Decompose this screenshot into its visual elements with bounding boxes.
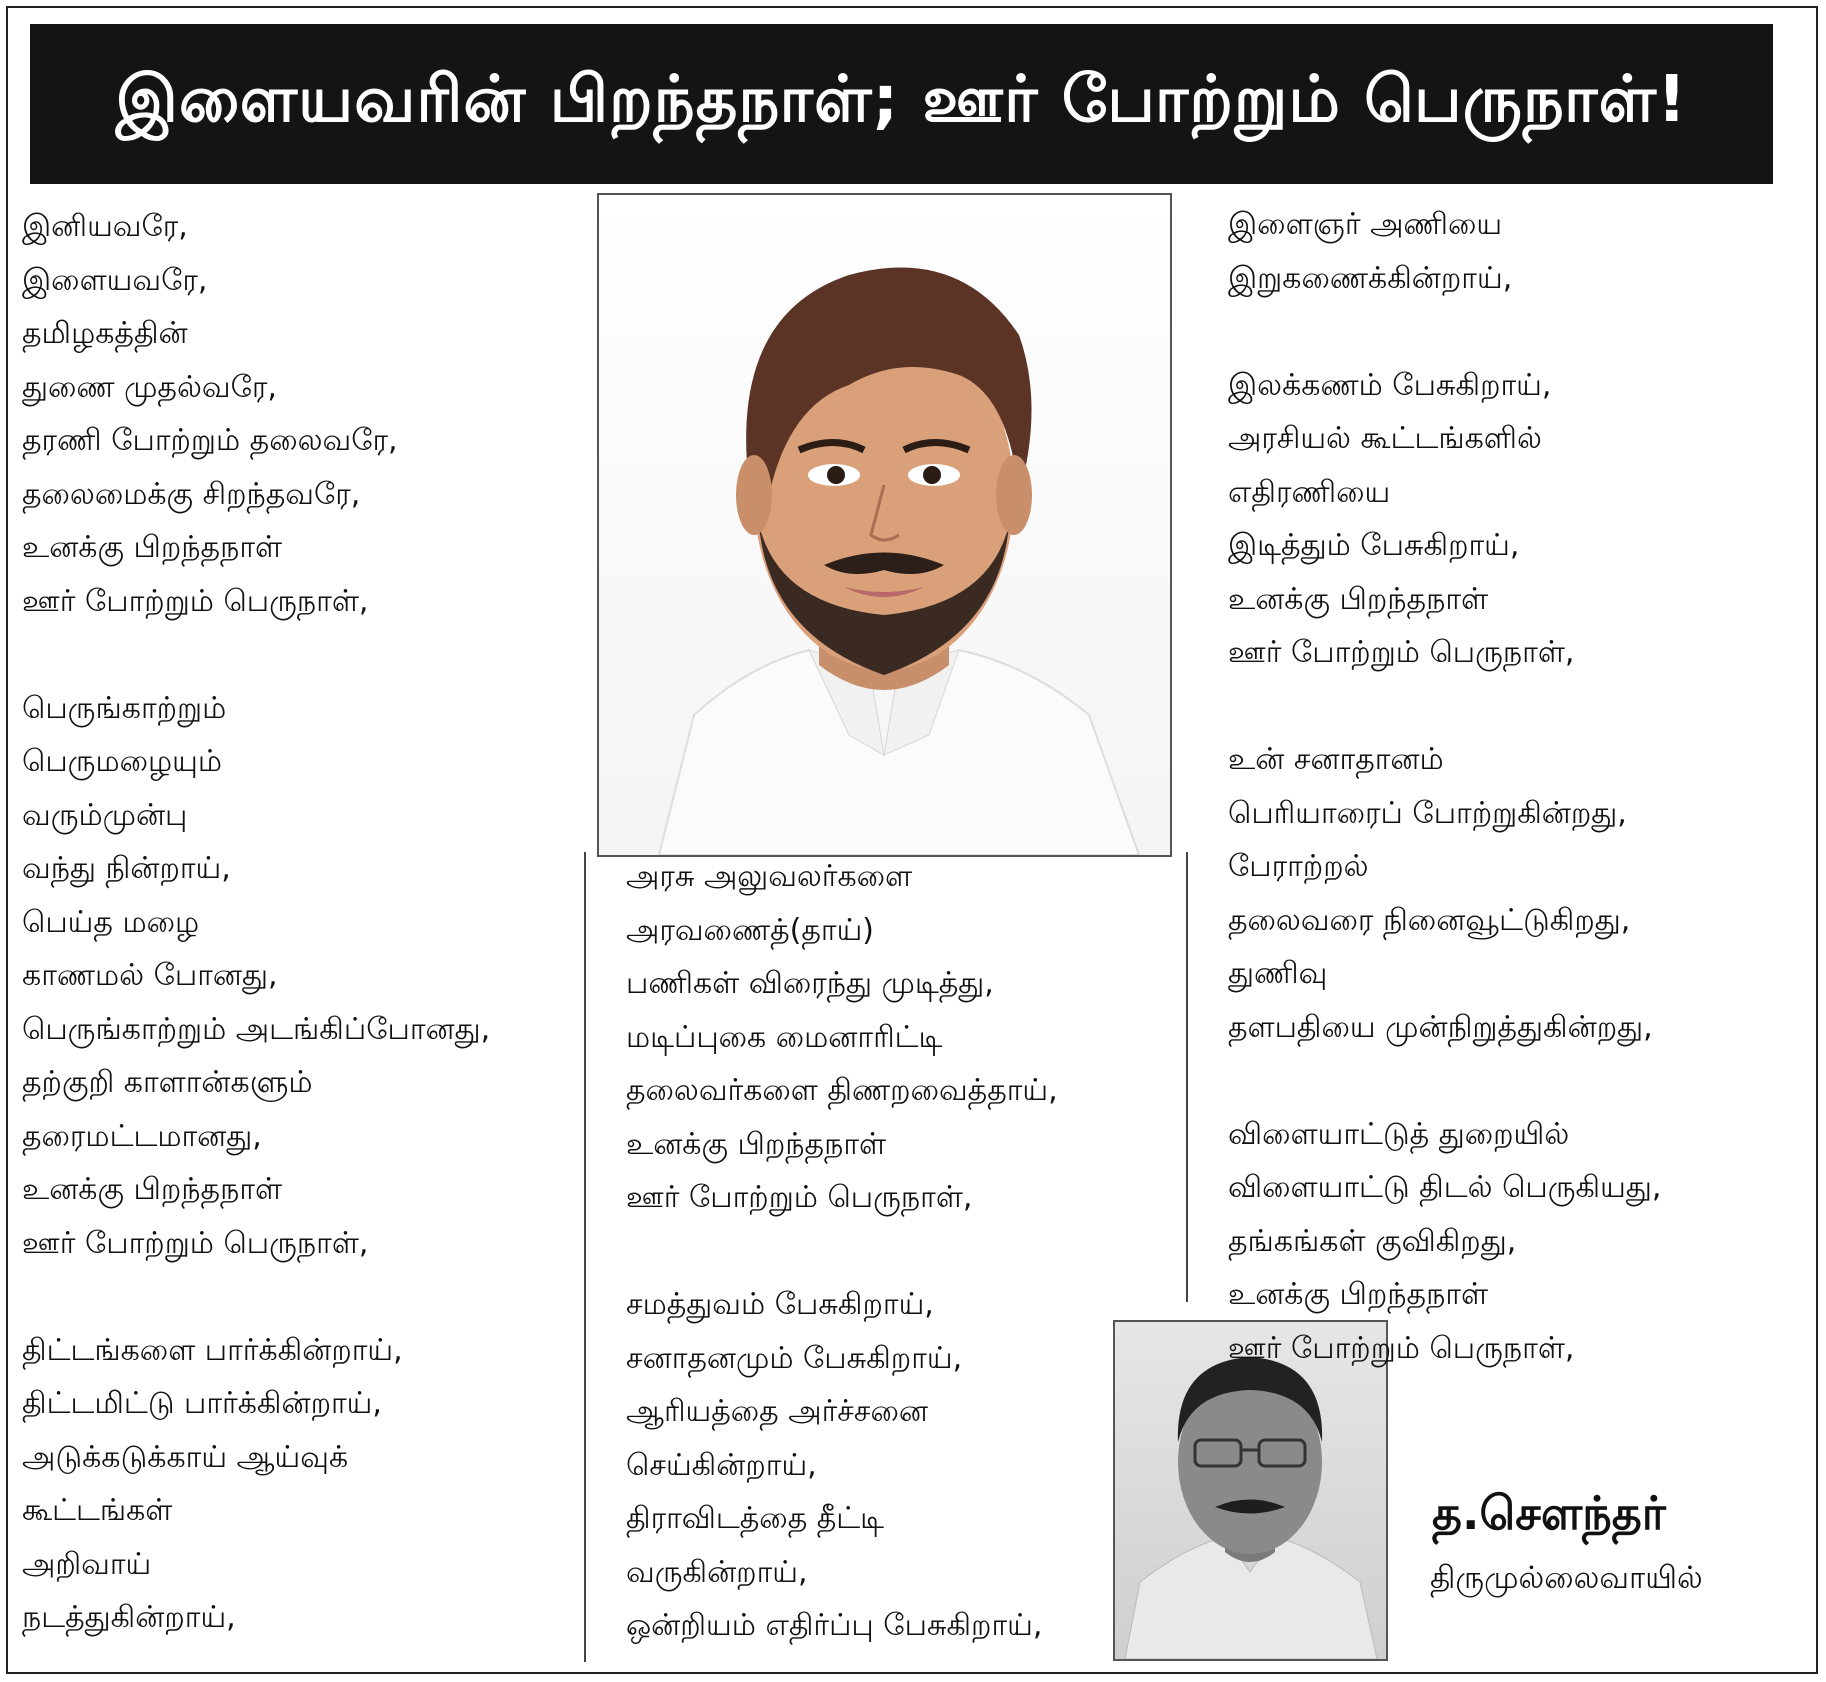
poem-line: திட்டங்களை பார்க்கின்றாய், [22, 1332, 403, 1368]
poem-line: ஊர் போற்றும் பெருநாள், [1228, 1330, 1575, 1366]
poem-column-right [1228, 198, 1661, 1375]
headline-banner [30, 24, 1773, 184]
poem-line: துணிவு [1228, 956, 1328, 991]
poem-line: தலைமைக்கு சிறந்தவரே, [22, 476, 361, 512]
poem-line: இலக்கணம் பேசுகிறாய், [1228, 367, 1552, 403]
stanza-gap [22, 1270, 490, 1324]
poem-line: அடுக்கடுக்காய் ஆய்வுக் [22, 1439, 349, 1475]
poem-line: உனக்கு பிறந்தநாள் [626, 1126, 887, 1162]
poem-line: திட்டமிட்டு பார்க்கின்றாய், [22, 1386, 382, 1421]
poem-line: ஊர் போற்றும் பெருநாள், [1228, 635, 1575, 670]
poem-line: தற்குறி காளான்களும் [22, 1065, 313, 1100]
poem-line: பணிகள் விரைந்து முடித்து, [626, 966, 994, 1001]
poem-line: உனக்கு பிறந்தநாள் [22, 1172, 283, 1207]
poem-line: சமத்துவம் பேசுகிறாய், [626, 1287, 934, 1322]
poem-line: துணை முதல்வரே, [22, 369, 277, 405]
poem-line: பெருங்காற்றும் [22, 690, 227, 726]
poem-line: வந்து நின்றாய், [22, 851, 231, 886]
poem-line: அரவணைத்(தாய்) [626, 912, 874, 948]
column-divider-left [584, 852, 586, 1662]
poem-line: இளைஞர் அணியை [1228, 207, 1503, 242]
poem-line: வருகின்றாய், [626, 1554, 808, 1590]
stanza-gap [1228, 305, 1661, 359]
poem-line: தலைவர்களை திணறவைத்தாய், [626, 1073, 1058, 1108]
poem-line: உனக்கு பிறந்தநாள் [22, 530, 283, 565]
poem-column-left [22, 200, 490, 1645]
stanza-gap [1228, 1054, 1661, 1108]
poem-line: எதிரணியை [1228, 474, 1391, 510]
poem-line: பெருங்காற்றும் அடங்கிப்போனது, [22, 1011, 491, 1047]
author-place: திருமுல்லைவாயில் [1430, 1560, 1703, 1596]
portrait-illustration [599, 195, 1170, 855]
poem-line: விளையாட்டு திடல் பெருகியது, [1228, 1170, 1662, 1205]
poem-line: பேராற்றல் [1228, 849, 1369, 884]
author-name: த.சௌந்தர் [1432, 1486, 1666, 1540]
poem-line: திராவிடத்தை தீட்டி [626, 1501, 885, 1536]
poem-line: தரணி போற்றும் தலைவரே, [22, 423, 398, 458]
poem-line: வரும்முன்பு [22, 797, 188, 833]
poem-line: பெய்த மழை [22, 904, 200, 940]
poem-line: தரைமட்டமானது, [22, 1118, 262, 1154]
poem-line: மடிப்புகை மைனாரிட்டி [626, 1019, 943, 1055]
poem-line: உனக்கு பிறந்தநாள் [1228, 1277, 1489, 1312]
column-divider-right [1186, 852, 1188, 1302]
poem-line: ஊர் போற்றும் பெருநாள், [22, 583, 369, 619]
poem-line: இடித்தும் பேசுகிறாய், [1228, 528, 1520, 563]
poem-line: அறிவாய் [22, 1546, 152, 1582]
poem-line: ஊர் போற்றும் பெருநாள், [626, 1180, 973, 1215]
poem-line: ஆரியத்தை அர்ச்சனை [626, 1394, 928, 1429]
poem-line: நடத்துகின்றாய், [22, 1600, 236, 1635]
poem-line: இனியவரே, [22, 209, 188, 244]
poem-line: இறுகணைக்கின்றாய், [1228, 260, 1513, 296]
poem-line: தங்கங்கள் குவிகிறது, [1228, 1223, 1517, 1259]
poem-line: சனாதனமும் பேசுகிறாய், [626, 1340, 963, 1376]
poem-line: தளபதியை முன்நிறுத்துகின்றது, [1228, 1009, 1653, 1045]
poem-line: இளையவரே, [22, 262, 208, 298]
stanza-gap [626, 1225, 1058, 1279]
poem-line: கூட்டங்கள் [22, 1493, 173, 1528]
stanza-gap [22, 628, 490, 682]
poem-line: பெரியாரைப் போற்றுகின்றது, [1228, 795, 1627, 831]
poem-line: உன் சனாதானம் [1228, 742, 1444, 777]
poem-line: செய்கின்றாய், [626, 1447, 817, 1483]
poem-line: பெருமழையும் [22, 744, 223, 779]
poem-column-middle [626, 850, 1058, 1653]
headline-text: இளையவரின் பிறந்தநாள்; ஊர் போற்றும் பெருநாள்! [115, 63, 1688, 137]
poem-line: ஒன்றியம் எதிர்ப்பு பேசுகிறாய், [626, 1608, 1043, 1643]
poem-line: அரசு அலுவலர்களை [626, 859, 913, 894]
poem-line: ஊர் போற்றும் பெருநாள், [22, 1225, 369, 1261]
main-portrait-photo [597, 193, 1172, 857]
stanza-gap [1228, 680, 1661, 734]
poem-line: தமிழகத்தின் [22, 316, 188, 351]
poem-line: உனக்கு பிறந்தநாள் [1228, 581, 1489, 617]
poem-line: அரசியல் கூட்டங்களில் [1228, 421, 1542, 456]
poem-line: தலைவரை நினைவூட்டுகிறது, [1228, 902, 1631, 938]
poem-line: காணமல் போனது, [22, 958, 278, 993]
poem-line: விளையாட்டுத் துறையில் [1228, 1116, 1570, 1152]
